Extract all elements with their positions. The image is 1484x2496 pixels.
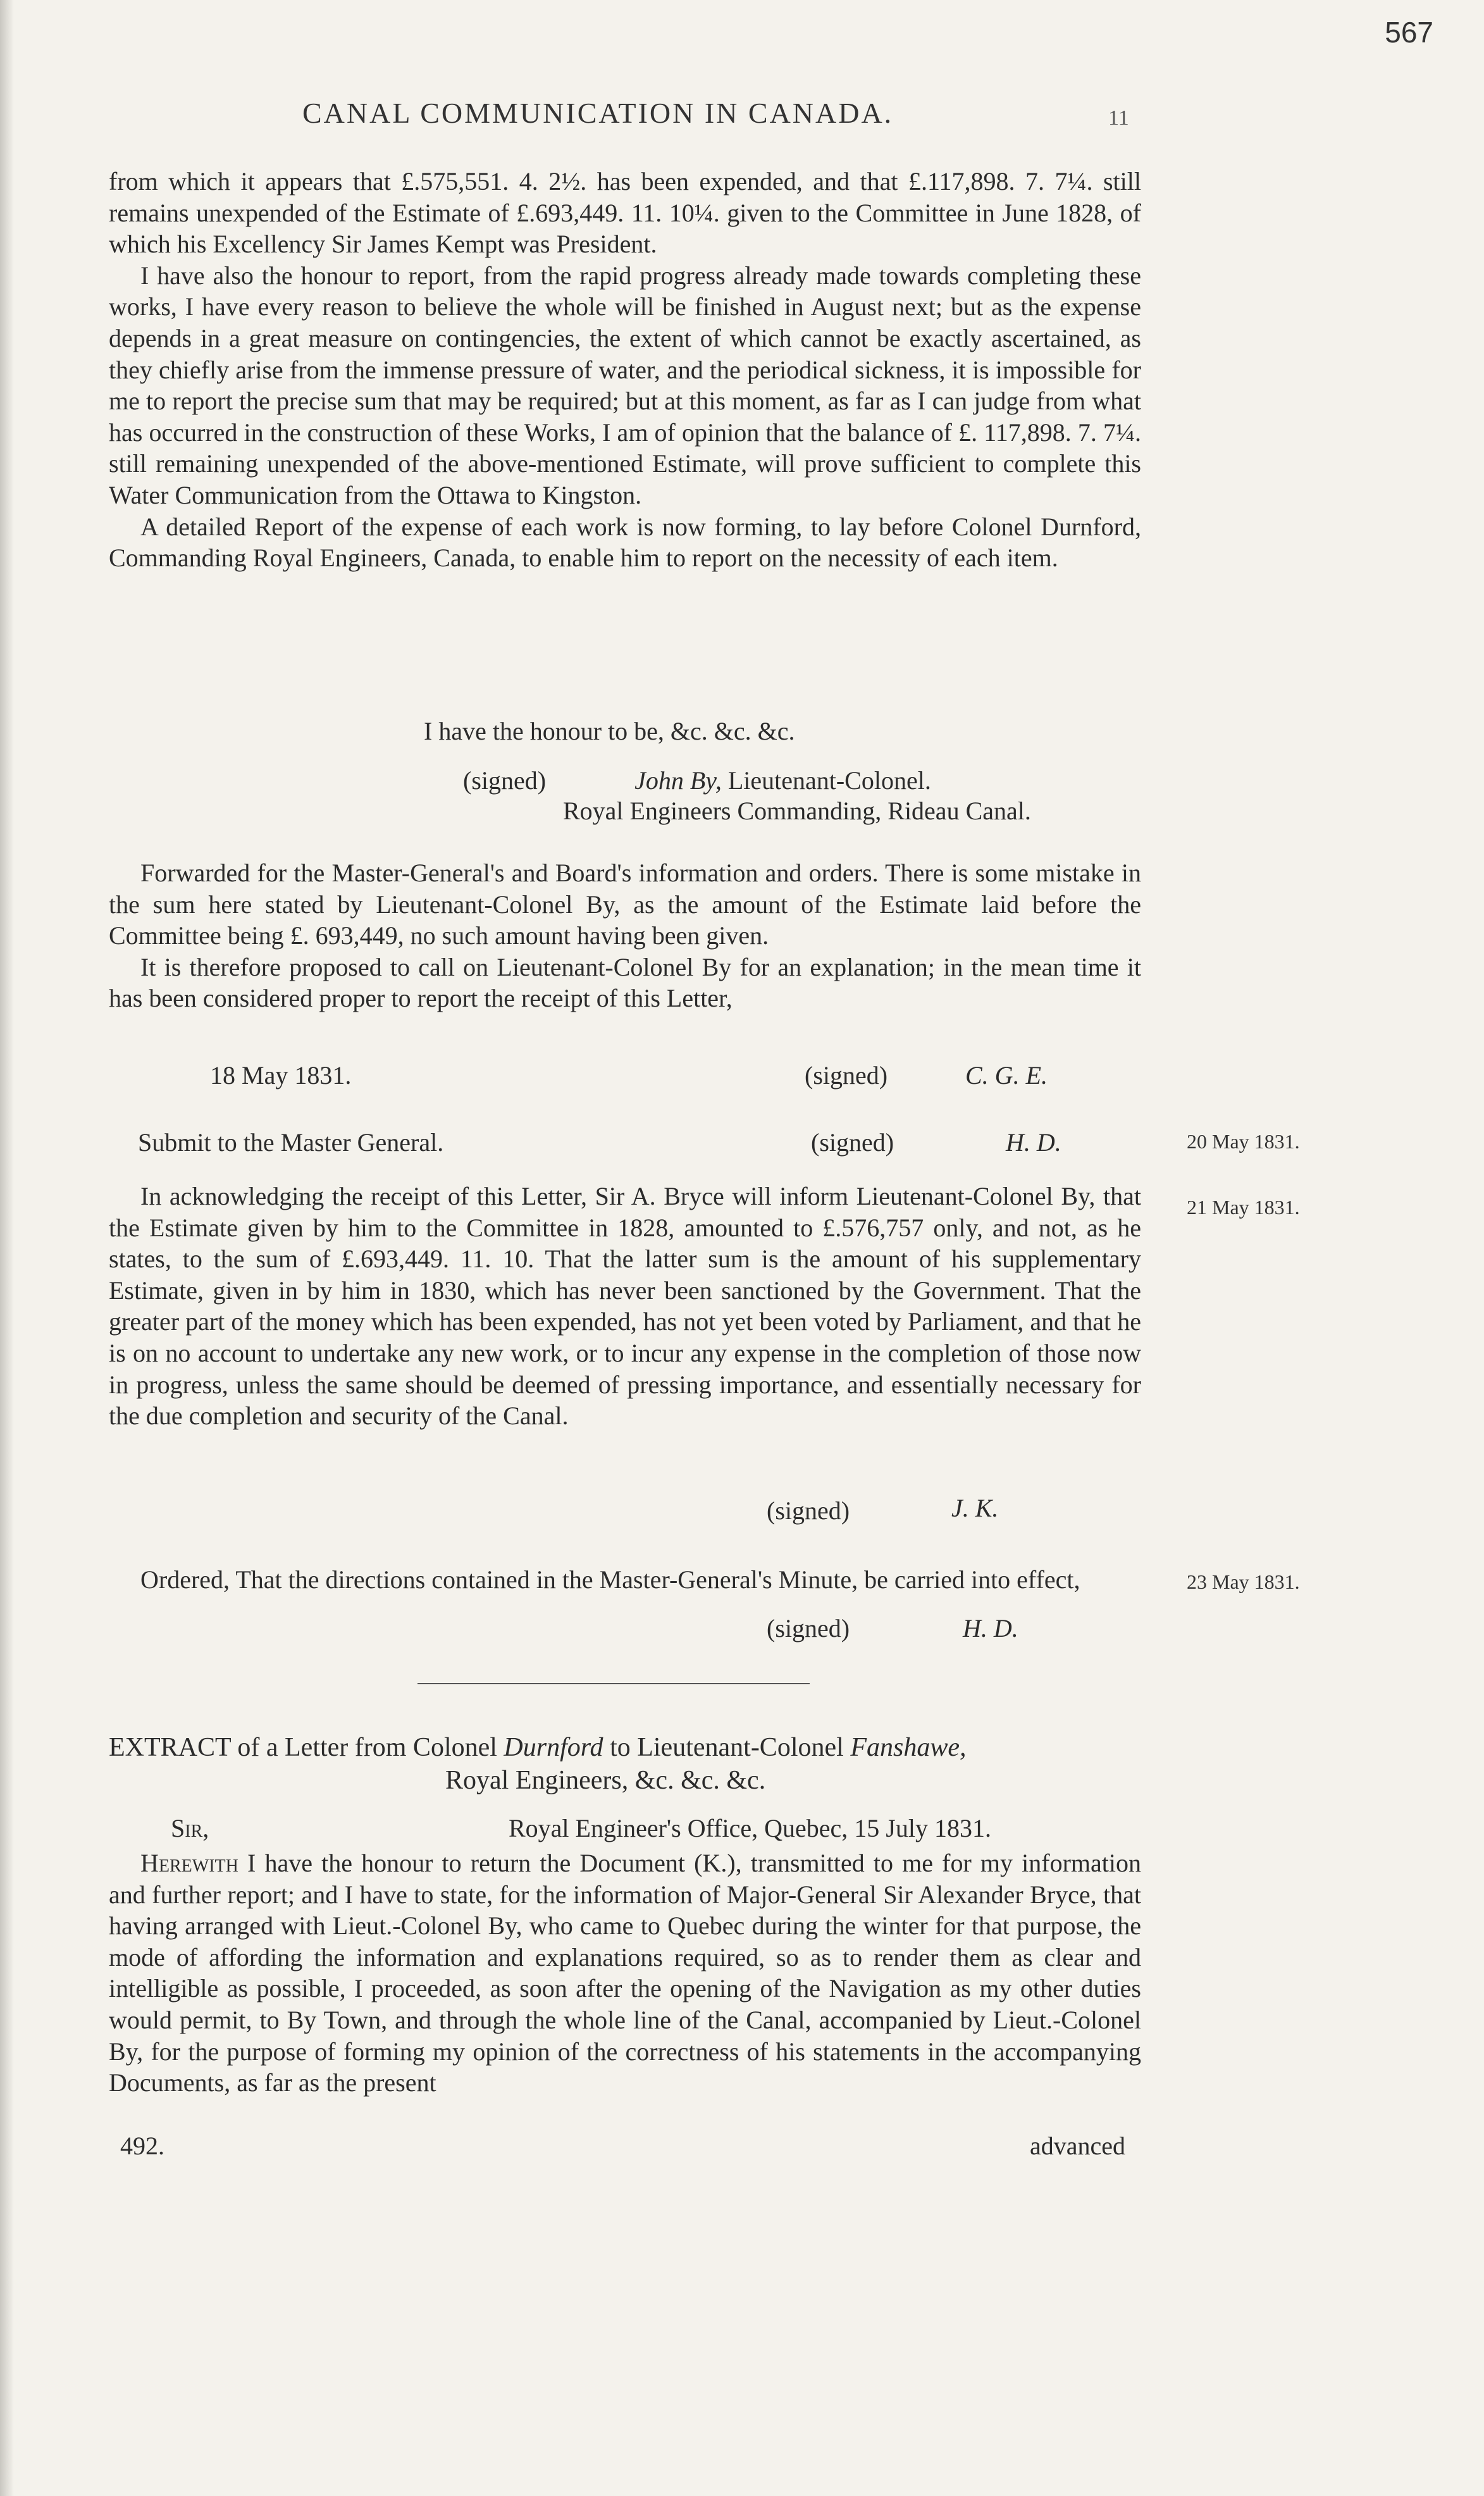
salutation: Sir, <box>171 1814 209 1842</box>
initials: C. G. E. <box>965 1061 1048 1090</box>
extract-heading-line2: Royal Engineers, &c. &c. &c. <box>445 1766 766 1795</box>
signed-label: (signed) <box>805 1061 888 1090</box>
minute-hd2 <box>109 1564 1121 1596</box>
extract-to-name: Fanshawe, <box>850 1733 967 1762</box>
letter-paragraph: A detailed Report of the expense of each work is now forming, to lay before Colonel Durnford, Commanding Royal Engineers, Canada, to enable him to report on the necessity of each item. <box>109 512 1141 573</box>
extract-body <box>109 1847 1141 2099</box>
page-edge-shadow <box>0 0 14 2496</box>
running-head: CANAL COMMUNICATION IN CANADA. <box>302 97 894 129</box>
signed-label: (signed) <box>811 1128 894 1157</box>
extract-body-text: I have the honour to return the Document (K.), transmitted to me for my information and further report; and I have to state, for the information of Major-General Sir Alexander Bryce, that having arranged with Lieut.-Colonel By, who came to Quebec during the winter for that purpose, the mode of affording the information and explanations required, so as to render them as clear and intelligible as possible, I proceeded, as soon after the opening of the Navigation as my other duties would permit, to By Town, and through the whole line of the Canal, accompanied by Lieut.-Colonel By, for the purpose of forming my opinion of the correctness of his statements in the accompanying Documents, as far as the present <box>109 1849 1141 2097</box>
signed-label: (signed) <box>767 1496 850 1525</box>
letter-paragraph: from which it appears that £.575,551. 4. 2½. has been expended, and that £.117,898. 7. 7¼. still remains unexpended of the Estimate of £.693,449. 11. 10¼. given to the Committee in June 1828, of which his Excellency Sir James Kempt was President. <box>109 167 1141 259</box>
folio: 11 <box>1108 106 1129 130</box>
minute-date: 18 May 1831. <box>210 1061 352 1090</box>
minute-cge <box>109 857 1141 1014</box>
initials: J. K. <box>951 1494 999 1522</box>
dateline: Royal Engineer's Office, Quebec, 15 July 1831. <box>509 1814 991 1842</box>
closing-line: I have the honour to be, &c. &c. &c. <box>424 717 795 745</box>
extract-from-name: Durnford <box>504 1733 603 1762</box>
initials: H. D. <box>1006 1128 1061 1157</box>
signer-title: Royal Engineers Commanding, Rideau Canal. <box>563 797 1031 825</box>
minute-paragraph: In acknowledging the receipt of this Letter, Sir A. Bryce will inform Lieutenant-Colonel By, that the Estimate given by him to the Committee in 1828, amounted to £.576,757 only, and not, as he states, to the sum of £.693,449. 11. 10. That the latter sum is the amount of his supplementary Estimate, given in by him in 1830, which has never been sanctioned by the Government. That the greater part of the money which has been expended, has not yet been voted by Parliament, and that he is on no account to undertake any new work, or to incur any expense in the completion of those now in progress, unless the same should be deemed of pressing importance, and essentially necessary for the due completion and security of the Canal. <box>109 1182 1141 1431</box>
extract-heading-text: EXTRACT of a Letter from Colonel <box>109 1733 504 1762</box>
section-divider <box>417 1683 810 1684</box>
initials: H. D. <box>963 1614 1018 1642</box>
page-number: 567 <box>1385 16 1433 49</box>
signed-label: (signed) <box>767 1614 850 1642</box>
signed-label: (signed) <box>463 766 547 795</box>
minute-paragraph: Ordered, That the directions contained in the Master-General's Minute, be carried into effect, <box>140 1565 1080 1594</box>
minute-jk <box>109 1181 1141 1432</box>
extract-heading-text: to Lieutenant-Colonel <box>603 1733 851 1762</box>
margin-date: 21 May 1831. <box>1187 1196 1300 1219</box>
minute-paragraph: Forwarded for the Master-General's and Board's information and orders. There is some mistake in the sum here stated by Lieutenant-Colonel By, as the amount of the Estimate laid before the Committee being £. 693,449, no such amount having been given. <box>109 859 1141 950</box>
margin-date: 23 May 1831. <box>1187 1570 1300 1593</box>
extract-paragraph <box>109 1847 1141 2099</box>
minute-hd-text: Submit to the Master General. <box>138 1128 444 1157</box>
letter-body <box>109 166 1141 574</box>
signature-mark: 492. <box>120 2132 164 2160</box>
catchword: advanced <box>1030 2132 1126 2160</box>
letter-paragraph: I have also the honour to report, from the rapid progress already made towards completing these works, I have every reason to believe the whole will be finished in August next; but as the expense depends in a great measure on contingencies, the extent of which cannot be exactly ascertained, as they chiefly arise from the immense pressure of water, and the periodical sickness, it is impossible for me to report the precise sum that may be required; but at this moment, as far as I can judge from what has occurred in the construction of these Works, I am of opinion that the balance of £. 117,898. 7. 7¼. still remaining unexpended of the above-mentioned Estimate, will prove sufficient to complete this Water Communication from the Ottawa to Kingston. <box>109 261 1141 509</box>
margin-date: 20 May 1831. <box>1187 1130 1300 1153</box>
signer-rank: Lieutenant-Colonel. <box>727 766 931 795</box>
signer-name: John By, <box>634 766 722 795</box>
minute-paragraph: It is therefore proposed to call on Lieutenant-Colonel By for an explanation; in the mean time it has been considered proper to report the receipt of this Letter, <box>109 952 1141 1013</box>
extract-heading <box>109 1732 966 1763</box>
signature-line <box>463 766 931 795</box>
opening-word: Herewith <box>140 1849 238 1877</box>
